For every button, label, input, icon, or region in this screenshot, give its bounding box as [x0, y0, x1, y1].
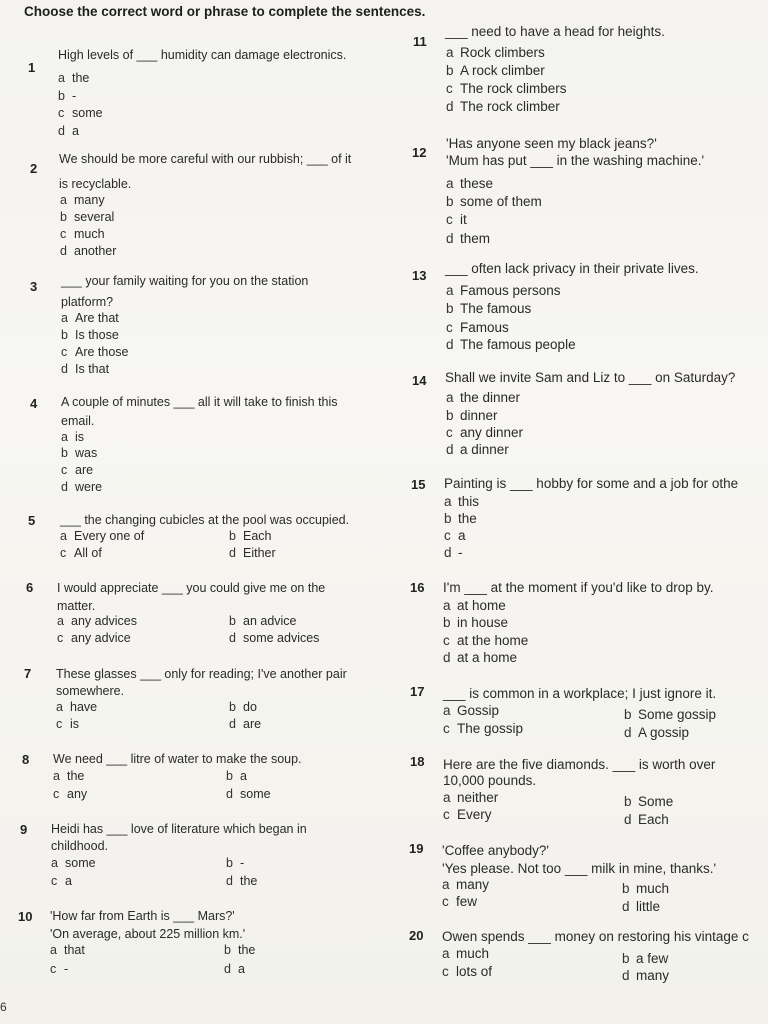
option: c a — [51, 874, 72, 888]
option: b the — [224, 943, 256, 957]
option: c any advice — [57, 631, 131, 645]
option: d The famous people — [446, 337, 576, 352]
question-stem: email. — [61, 414, 95, 428]
question-stem: Owen spends ___ money on restoring his vintage c — [442, 929, 749, 944]
option: c The rock climbers — [446, 81, 567, 96]
option: b dinner — [446, 408, 498, 423]
question-stem: A couple of minutes ___ all it will take to finish this — [61, 395, 338, 409]
option: b - — [58, 89, 77, 103]
option: b a — [226, 769, 247, 783]
question-number: 14 — [412, 373, 427, 388]
option: a any advices — [57, 614, 138, 628]
option: a Gossip — [443, 703, 500, 718]
question-stem: I'm ___ at the moment if you'd like to drop by. — [443, 580, 714, 595]
option: c are — [61, 463, 94, 477]
option: c All of — [60, 546, 102, 560]
option: c any — [53, 787, 88, 801]
question-number: 19 — [409, 841, 424, 856]
option: d little — [622, 899, 661, 914]
option: a this — [444, 494, 480, 509]
question-stem: 'Mum has put ___ in the washing machine.' — [446, 153, 705, 168]
option: c at the home — [443, 633, 529, 648]
question-stem: is recyclable. — [59, 177, 132, 191]
option: b Is those — [61, 328, 119, 342]
option: b was — [61, 446, 98, 460]
instructions-heading: Choose the correct word or phrase to complete the sentences. — [24, 4, 426, 19]
option: d A gossip — [624, 725, 690, 740]
question-number: 1 — [28, 60, 36, 75]
option: d were — [61, 480, 103, 494]
option: b Some — [624, 794, 674, 809]
option: c some — [58, 106, 103, 120]
option: c any dinner — [446, 425, 524, 440]
question-number: 8 — [22, 752, 30, 767]
option: a Every one of — [60, 529, 145, 543]
question-stem: somewhere. — [56, 684, 125, 698]
option: b The famous — [446, 301, 532, 316]
option: b do — [229, 700, 257, 714]
question-stem: ___ often lack privacy in their private lives. — [445, 261, 699, 276]
option: a these — [446, 176, 494, 191]
option: c The gossip — [443, 721, 524, 736]
option: d some advices — [229, 631, 320, 645]
option: b the — [444, 511, 477, 526]
option: b Each — [229, 529, 272, 543]
option: c Are those — [61, 345, 129, 359]
option: b much — [622, 881, 670, 896]
question-number: 12 — [412, 145, 427, 160]
question-stem: ___ your family waiting for you on the station — [61, 274, 309, 288]
option: a Famous persons — [446, 283, 561, 298]
question-number: 9 — [20, 822, 28, 837]
question-number: 5 — [28, 513, 36, 528]
option: a that — [50, 943, 85, 957]
option: d Either — [229, 546, 276, 560]
question-number: 15 — [411, 477, 426, 492]
question-number: 17 — [410, 684, 425, 699]
question-number: 3 — [30, 279, 38, 294]
option: d The rock climber — [446, 99, 560, 114]
question-stem: 'Coffee anybody?' — [442, 843, 549, 858]
option: c much — [60, 227, 105, 241]
option: c Every — [443, 807, 492, 822]
option: c - — [50, 962, 69, 976]
question-stem: 'Has anyone seen my black jeans?' — [446, 136, 657, 151]
question-stem: matter. — [57, 599, 96, 613]
option: c Famous — [446, 320, 509, 335]
question-stem: 'On average, about 225 million km.' — [50, 927, 246, 941]
option: d the — [226, 874, 258, 888]
option: b in house — [443, 615, 509, 630]
option: c few — [442, 894, 478, 909]
question-stem: We should be more careful with our rubbish; ___ of it — [59, 152, 352, 166]
question-number: 4 — [30, 396, 38, 411]
option: a some — [51, 856, 96, 870]
question-stem: childhood. — [51, 839, 108, 853]
option: a at home — [443, 598, 506, 613]
option: a neither — [443, 790, 499, 805]
option: d are — [229, 717, 262, 731]
option: c it — [446, 212, 467, 227]
option: b some of them — [446, 194, 542, 209]
option: d some — [226, 787, 271, 801]
option: a Are that — [61, 311, 119, 325]
question-number: 2 — [30, 161, 38, 176]
question-stem: Heidi has ___ love of literature which began in — [51, 822, 307, 836]
option: a the dinner — [446, 390, 521, 405]
question-stem: Painting is ___ hobby for some and a job for othe — [444, 476, 739, 491]
question-stem: 10,000 pounds. — [443, 773, 537, 788]
option: d Is that — [61, 362, 110, 376]
question-stem: I would appreciate ___ you could give me on the — [57, 581, 326, 595]
question-stem: Here are the five diamonds. ___ is worth over — [443, 757, 716, 772]
question-stem: ___ the changing cubicles at the pool was occupied. — [60, 513, 350, 527]
option: b Some gossip — [624, 707, 717, 722]
option: d a dinner — [446, 442, 509, 457]
option: d a — [58, 124, 79, 138]
question-stem: platform? — [61, 295, 114, 309]
option: d another — [60, 244, 117, 258]
option: a is — [61, 430, 85, 444]
option: d many — [622, 968, 670, 983]
question-number: 7 — [24, 666, 32, 681]
question-stem: 'Yes please. Not too ___ milk in mine, thanks.' — [442, 861, 717, 876]
question-number: 6 — [26, 580, 34, 595]
option: a the — [58, 71, 90, 85]
option: a have — [56, 700, 98, 714]
option: a many — [442, 877, 490, 892]
option: b an advice — [229, 614, 297, 628]
question-number: 11 — [413, 34, 427, 49]
option: b several — [60, 210, 115, 224]
option: b A rock climber — [446, 63, 545, 78]
option: c is — [56, 717, 80, 731]
option: a many — [60, 193, 105, 207]
question-stem: ___ need to have a head for heights. — [445, 24, 665, 39]
option: b - — [226, 856, 245, 870]
option: d at a home — [443, 650, 518, 665]
question-stem: ___ is common in a workplace; I just ignore it. — [443, 686, 717, 701]
question-number: 13 — [412, 268, 427, 283]
option: d a — [224, 962, 245, 976]
option: b a few — [622, 951, 669, 966]
page-number: 6 — [0, 1000, 7, 1014]
question-number: 20 — [409, 928, 424, 943]
question-stem: These glasses ___ only for reading; I've another pair — [56, 667, 347, 681]
question-stem: We need ___ litre of water to make the soup. — [53, 752, 302, 766]
option: a much — [442, 946, 490, 961]
option: c lots of — [442, 964, 493, 979]
option: a Rock climbers — [446, 45, 545, 60]
question-number: 16 — [410, 580, 425, 595]
question-stem: High levels of ___ humidity can damage electronics. — [58, 48, 347, 62]
option: d them — [446, 231, 491, 246]
question-number: 18 — [410, 754, 425, 769]
option: d - — [444, 545, 463, 560]
option: d Each — [624, 812, 669, 827]
question-stem: Shall we invite Sam and Liz to ___ on Saturday? — [445, 370, 736, 385]
option: c a — [444, 528, 466, 543]
question-number: 10 — [18, 909, 33, 924]
option: a the — [53, 769, 85, 783]
question-stem: 'How far from Earth is ___ Mars?' — [50, 909, 235, 923]
